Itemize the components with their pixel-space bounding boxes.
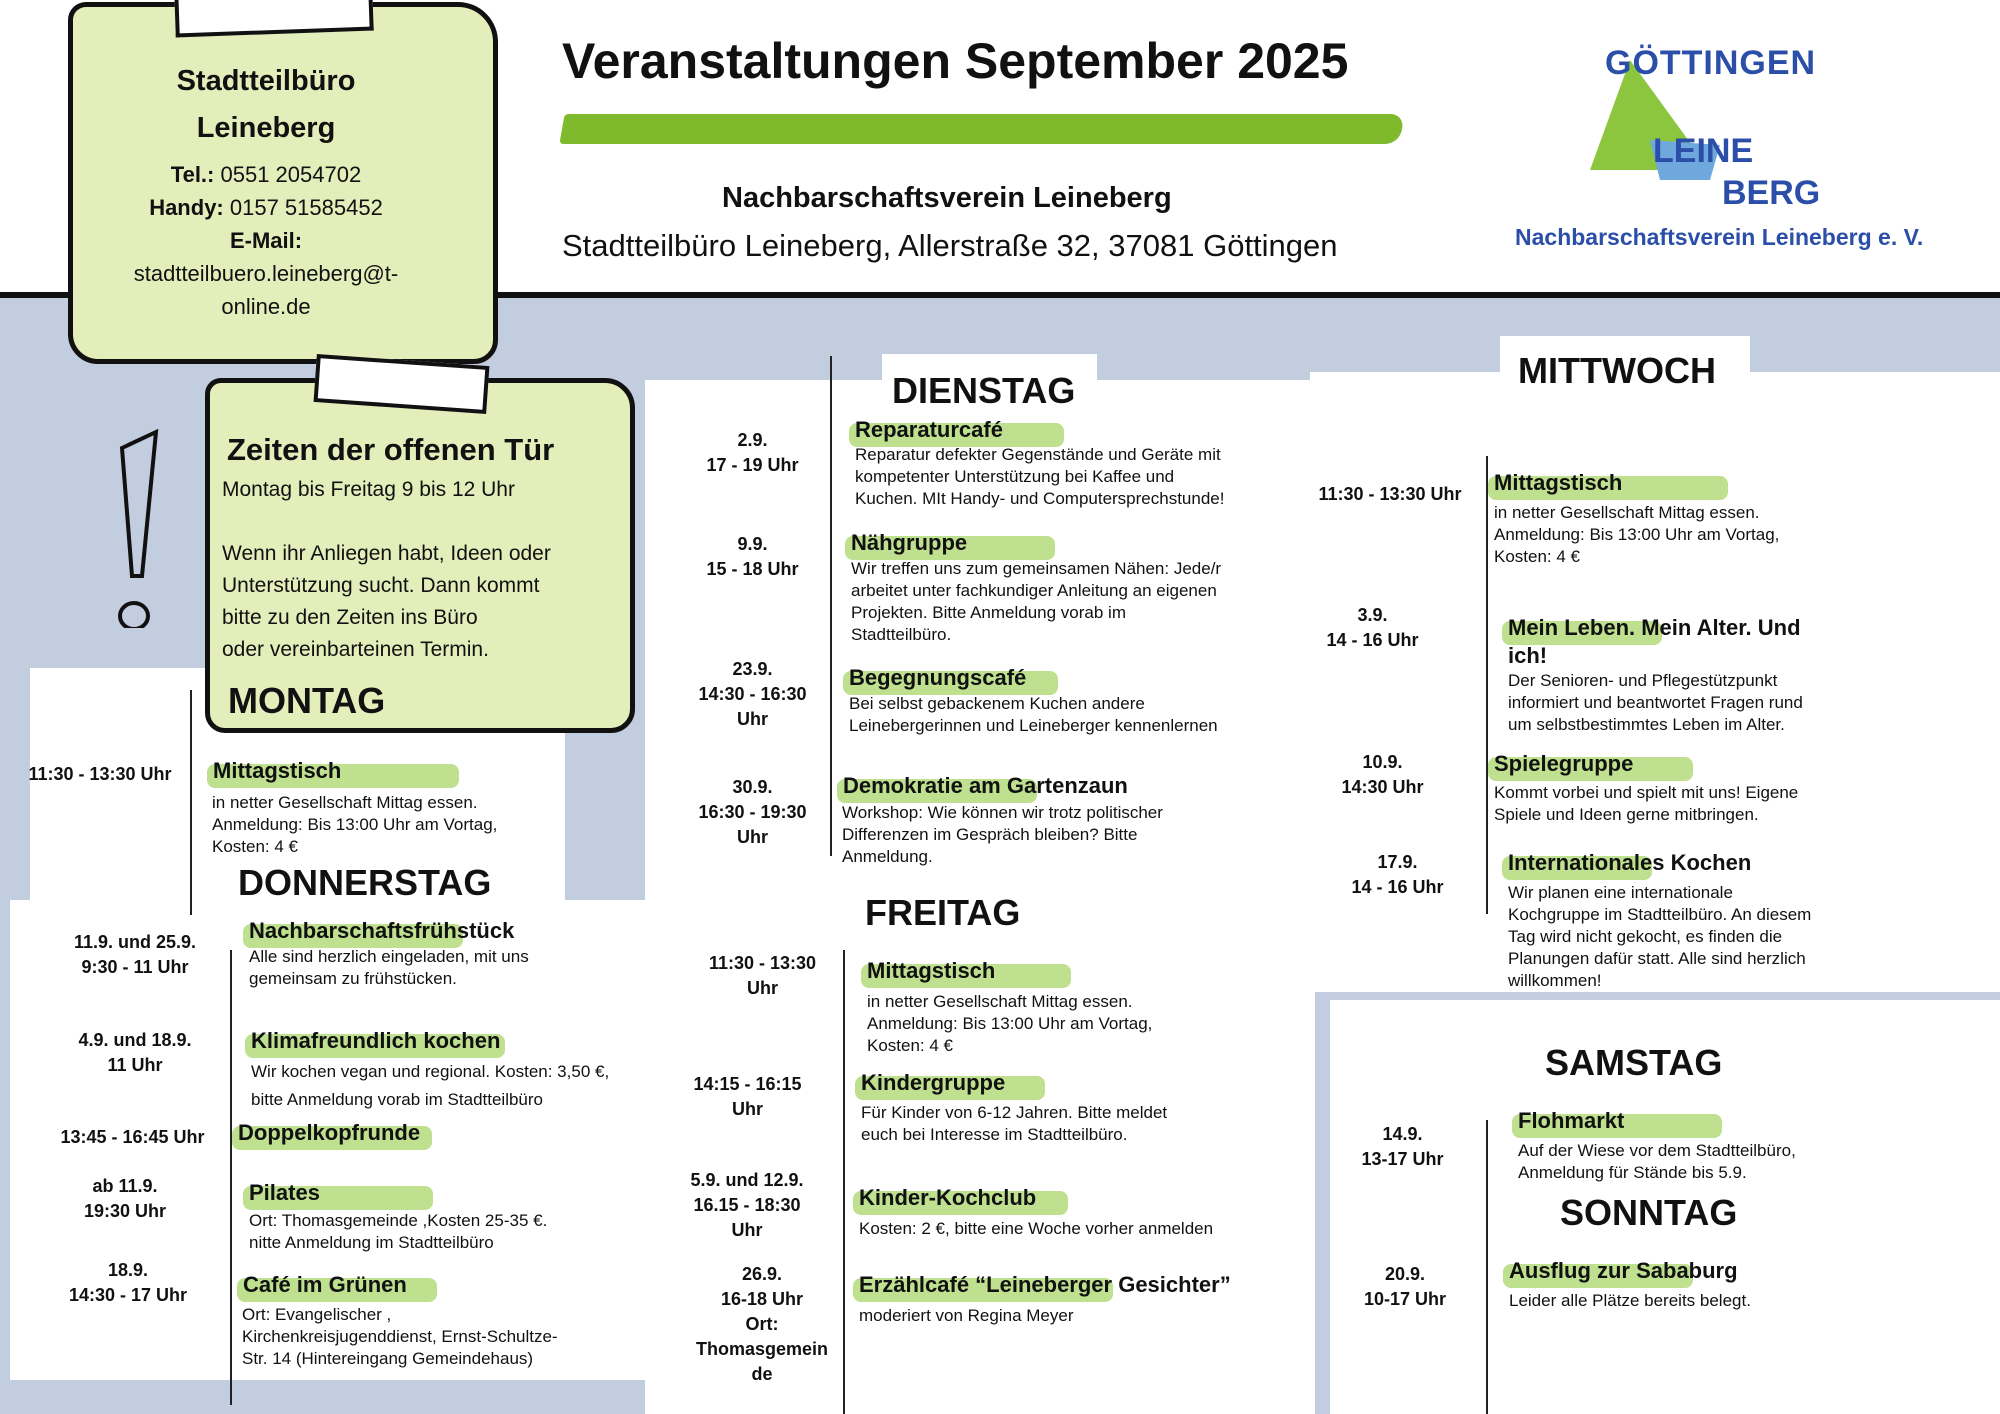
handy-label: Handy: (149, 195, 224, 220)
event-desc: Wir treffen uns zum gemeinsamen Nähen: Jede/r arbeitet unter fachkundiger Anleitung an eigenen Projekten. Bitte Anmeldung vorab im Stadtteilbüro. (851, 559, 1222, 644)
org-name: Nachbarschaftsverein Leineberg (722, 182, 1172, 214)
event-title-reparaturcafe: Reparaturcafé (855, 417, 1003, 443)
event-date: 11.9. und 25.9. 9:30 - 11 Uhr (73, 932, 197, 977)
event-date: 14:15 - 16:15 Uhr (693, 1074, 802, 1119)
contact-title (70, 58, 462, 152)
event-desc: Auf der Wiese vor dem Stadtteilbüro, Anmeldung für Stände bis 5.9. (1518, 1141, 1796, 1182)
contact-handy (70, 191, 462, 224)
event-desc: Wir planen eine internationale Kochgruppe im Stadtteilbüro. An diesem Tag wird nicht gekocht, es finden die Planungen dafür statt. Alle sind herzlich willkommen! (1508, 883, 1812, 990)
exclamation-icon (110, 428, 170, 628)
event-date: 11:30 - 13:30 Uhr (1318, 484, 1462, 504)
event-date: 3.9. 14 - 16 Uhr (1326, 605, 1419, 650)
event-title-cafe-im-gruenen: Café im Grünen (243, 1272, 407, 1298)
event-desc: in netter Gesellschaft Mittag essen. Anmeldung: Bis 13:00 Uhr am Vortag, Kosten: 4 € (867, 992, 1153, 1055)
day-samstag: SAMSTAG (1545, 1042, 1723, 1083)
event-title-nachbarschaftsfruehstueck: Nachbarschaftsfrühstück (249, 918, 514, 944)
event-date: 5.9. und 12.9. 16.15 - 18:30 Uhr (690, 1170, 804, 1240)
event-title-mittagstisch: Mittagstisch (213, 758, 341, 784)
opening-text-line: bitte zu den Zeiten ins Büro (222, 606, 478, 629)
event-title-pilates: Pilates (249, 1180, 320, 1206)
event-desc: Kosten: 2 €, bitte eine Woche vorher anmelden (859, 1219, 1214, 1238)
opening-text-line: Unterstützung sucht. Dann kommt (222, 574, 540, 597)
event-title-mittagstisch: Mittagstisch (1494, 470, 1622, 496)
page-title: Veranstaltungen September 2025 (562, 33, 1349, 89)
event-title-mittagstisch: Mittagstisch (867, 958, 995, 984)
day-freitag: FREITAG (865, 892, 1021, 933)
event-date: ab 11.9. 19:30 Uhr (83, 1176, 167, 1221)
event-date: 2.9. 17 - 19 Uhr (706, 430, 799, 475)
day-sonntag: SONNTAG (1560, 1192, 1738, 1233)
opening-text-line: oder vereinbarteinen Termin. (222, 638, 489, 661)
email-line1: stadtteilbuero.leineberg@t- (133, 261, 399, 286)
day-montag: MONTAG (228, 680, 386, 721)
logo-text-berg: BERG (1722, 174, 1821, 212)
separator-freitag (843, 950, 845, 1414)
event-date: 23.9. 14:30 - 16:30 Uhr (698, 659, 807, 729)
event-desc: in netter Gesellschaft Mittag essen. Anmeldung: Bis 13:00 Uhr am Vortag, Kosten: 4 € (212, 793, 498, 856)
opening-hours: Montag bis Freitag 9 bis 12 Uhr (222, 478, 515, 501)
opening-title: Zeiten der offenen Tür (227, 432, 555, 467)
event-desc: Alle sind herzlich eingeladen, mit uns gemeinsam zu frühstücken. (249, 947, 529, 988)
day-donnerstag: DONNERSTAG (238, 862, 492, 903)
email-label: E-Mail: (229, 228, 303, 253)
event-desc: moderiert von Regina Meyer (859, 1306, 1074, 1325)
event-desc: Workshop: Wie können wir trotz politischer Differenzen im Gespräch bleiben? Bitte Anmeldung. (842, 803, 1163, 866)
contact-title-line2: Leineberg (196, 112, 336, 144)
logo-tagline: Nachbarschaftsverein Leineberg e. V. (1515, 224, 1924, 250)
event-date: 20.9. 10-17 Uhr (1363, 1264, 1447, 1309)
event-date: 10.9. 14:30 Uhr (1341, 752, 1424, 797)
event-desc: Reparatur defekter Gegenstände und Geräte mit kompetenter Unterstützung bei Kaffee und Kuchen. MIt Handy- und Computersprechstunde! (855, 445, 1225, 508)
event-desc: Leider alle Plätze bereits belegt. (1509, 1291, 1751, 1310)
event-desc: Kommt vorbei und spielt mit uns! Eigene Spiele und Ideen gerne mitbringen. (1494, 783, 1799, 824)
opening-text (222, 538, 551, 666)
event-date: 11:30 - 13:30 Uhr (28, 764, 172, 784)
event-date: 30.9. 16:30 - 19:30 Uhr (698, 777, 807, 847)
event-title-doppelkopfrunde: Doppelkopfrunde (238, 1120, 420, 1146)
event-title-mein-leben: Mein Leben. Mein Alter. Und (1508, 615, 1801, 641)
day-mittwoch: MITTWOCH (1518, 350, 1716, 391)
separator-montag (190, 690, 192, 915)
event-date: 14.9. 13-17 Uhr (1361, 1124, 1444, 1169)
event-desc: Wir kochen vegan und regional. Kosten: 3,50 €, bitte Anmeldung vorab im Stadtteilbüro (251, 1062, 610, 1109)
separator-dienstag (830, 356, 832, 856)
opening-text-line: Wenn ihr Anliegen habt, Ideen oder (222, 542, 551, 565)
event-desc: Der Senioren- und Pflegestützpunkt informiert und beantwortet Fragen rund um selbstbestimmtes Leben im Alter. (1508, 671, 1803, 734)
separator-donnerstag (230, 950, 232, 1405)
event-title-spielegruppe: Spielegruppe (1494, 751, 1633, 777)
logo (1500, 30, 1940, 260)
event-title-erzaehlcafe: Erzählcafé “Leineberger Gesichter” (859, 1272, 1231, 1298)
event-date: 9.9. 15 - 18 Uhr (706, 534, 799, 579)
handy-value: 0157 51585452 (229, 195, 383, 220)
event-title-kindergruppe: Kindergruppe (861, 1070, 1005, 1096)
logo-text-leine: LEINE (1653, 132, 1754, 170)
day-dienstag: DIENSTAG (892, 370, 1076, 411)
event-title-klimafreundlich-kochen: Klimafreundlich kochen (251, 1028, 500, 1054)
event-title-internationales-kochen: Internationales Kochen (1508, 850, 1751, 876)
event-desc: Bei selbst gebackenem Kuchen andere Leinebergerinnen und Leineberger kennenlernen (849, 694, 1218, 735)
event-title-begegnungscafe: Begegnungscafé (849, 665, 1026, 691)
event-desc: Für Kinder von 6-12 Jahren. Bitte meldet euch bei Interesse im Stadtteilbüro. (861, 1103, 1168, 1144)
tel-value: 0551 2054702 (220, 162, 362, 187)
event-date: 4.9. und 18.9. 11 Uhr (78, 1030, 192, 1075)
event-desc: Ort: Evangelischer , Kirchenkreisjugenddienst, Ernst-Schultze- Str. 14 (Hintereingang Gemeindehaus) (242, 1305, 558, 1368)
event-title-demokratie: Demokratie am Gartenzaun (843, 773, 1128, 799)
event-date: 17.9. 14 - 16 Uhr (1351, 852, 1444, 897)
title-underline (559, 114, 1404, 144)
contact-details (70, 158, 462, 323)
contact-title-line1: Stadtteilbüro (176, 65, 356, 97)
contact-phone (70, 158, 462, 191)
org-address: Stadtteilbüro Leineberg, Allerstraße 32, 37081 Göttingen (562, 228, 1338, 263)
event-date: 11:30 - 13:30 Uhr (708, 953, 817, 998)
email-line2: online.de (221, 294, 311, 319)
logo-text-goettingen: GÖTTINGEN (1605, 44, 1817, 82)
separator-mittwoch (1486, 456, 1488, 914)
event-desc: Ort: Thomasgemeinde ,Kosten 25-35 €. nitte Anmeldung im Stadtteilbüro (249, 1211, 548, 1252)
event-title-flohmarkt: Flohmarkt (1518, 1108, 1624, 1134)
event-title-mein-leben-line2: ich! (1508, 643, 1548, 668)
event-date: 13:45 - 16:45 Uhr (60, 1127, 205, 1147)
event-desc: in netter Gesellschaft Mittag essen. Anmeldung: Bis 13:00 Uhr am Vortag, Kosten: 4 € (1494, 503, 1780, 566)
tel-label: Tel.: (170, 162, 215, 187)
event-title-kinder-kochclub: Kinder-Kochclub (859, 1185, 1036, 1211)
separator-samstag-sonntag (1486, 1120, 1488, 1414)
event-title-naehgruppe: Nähgruppe (851, 530, 967, 556)
event-title-ausflug-sababurg: Ausflug zur Sababurg (1509, 1258, 1738, 1284)
event-date: 26.9. 16-18 Uhr Ort: Thomasgemein de (695, 1264, 829, 1384)
event-date: 18.9. 14:30 - 17 Uhr (68, 1260, 188, 1305)
